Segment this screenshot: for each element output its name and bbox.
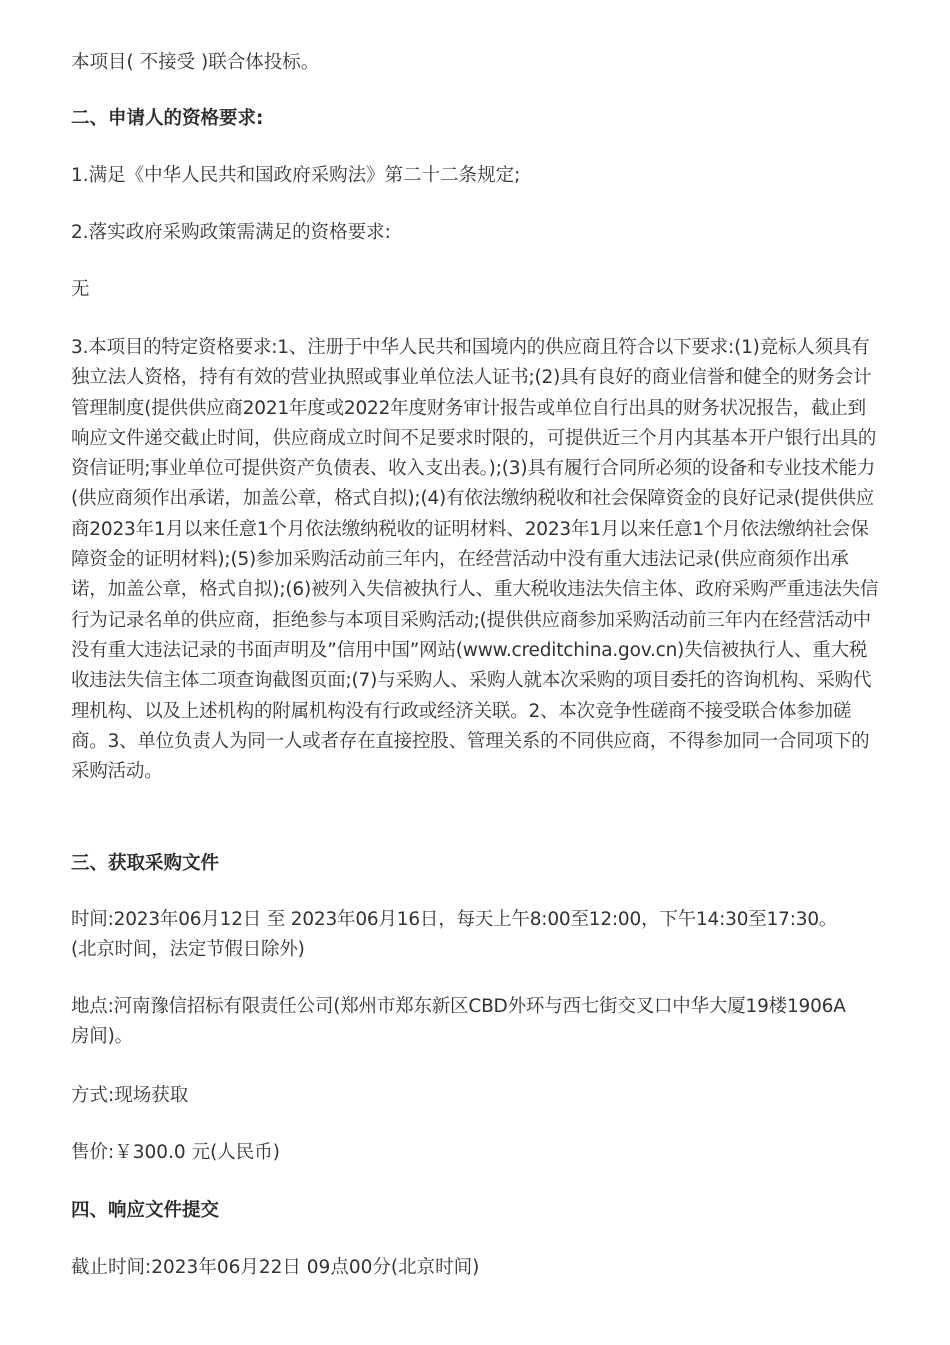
section-3-heading: 三、获取采购文件 [71, 853, 220, 874]
submission-deadline: 截止时间:2023年06月22日 09点00分(北京时间) [71, 1257, 480, 1278]
joint-bid-statement: 本项目( 不接受 )联合体投标。 [71, 52, 320, 73]
document-price: 售价:￥300.0 元(人民币) [71, 1142, 281, 1163]
qualification-item-2-value: 无 [71, 279, 90, 300]
acquisition-time: 时间:2023年06月12日 至 2023年06月16日，每天上午8:00至12:00，下午14:30至17:30。(北京时间，法定节假日除外) [71, 909, 838, 961]
acquisition-place: 地点:河南豫信招标有限责任公司(郑州市郑东新区CBD外环与西七街交叉口中华大厦19楼1906A房间)。 [71, 996, 846, 1048]
qualification-item-1: 1.满足《中华人民共和国政府采购法》第二十二条规定; [71, 165, 521, 186]
section-2-heading: 二、申请人的资格要求: [71, 108, 264, 129]
acquisition-method: 方式:现场获取 [71, 1085, 189, 1106]
qualification-item-2: 2.落实政府采购政策需满足的资格要求: [71, 222, 391, 243]
section-4-heading: 四、响应文件提交 [71, 1200, 220, 1221]
qualification-item-3: 3.本项目的特定资格要求:1、注册于中华人民共和国境内的供应商且符合以下要求:(1)竞标人须具有独立法人资格，持有有效的营业执照或事业单位法人证书;(2)具有良好的商业信誉和健全的财务会计管理制度(提供供应商2021年度或2022年度财务审计报告或单位自行出具的财务状况报告，截止到响应文件递交截止时间，供应商成立时间不足要求时限的，可提供近三个月内其基本开户银行出具的资信证明;事业单位可提供资产负债表、收入支出表。);(3)具有履行合同所必须的设备和专业技术能力(供应商须作出承诺，加盖公章，格式自拟);(4)有依法缴纳税收和社会保障资金的良好记录(提供供应商2023年1月以来任意1个月依法缴纳税收的证明材料、2023年1月以来任意1个月依法缴纳社会保障资金的证明材料);(5)参加采购活动前三年内，在经营活动中没有重大违法记录(供应商须作出承诺，加盖公章，格式自拟);(6)被列入失信被执行人、重大税收违法失信主体、政府采购严重违法失信行为记录名单的供应商，拒绝参与本项目采购活动;(提供供应商参加采购活动前三年内在经营活动中没有重大违法记录的书面声明及”信用中国”网站(www.creditchina.gov.cn)失信被执行人、重大税收违法失信主体二项查询截图页面;(7)与采购人、采购人就本次采购的项目委托的咨询机构、采购代理机构、以及上述机构的附属机构没有行政或经济关联。2、本次竞争性磋商不接受联合体参加磋商。3、单位负责人为同一人或者存在直接控股、管理关系的不同供应商，不得参加同一合同项下的采购活动。 [71, 337, 879, 783]
